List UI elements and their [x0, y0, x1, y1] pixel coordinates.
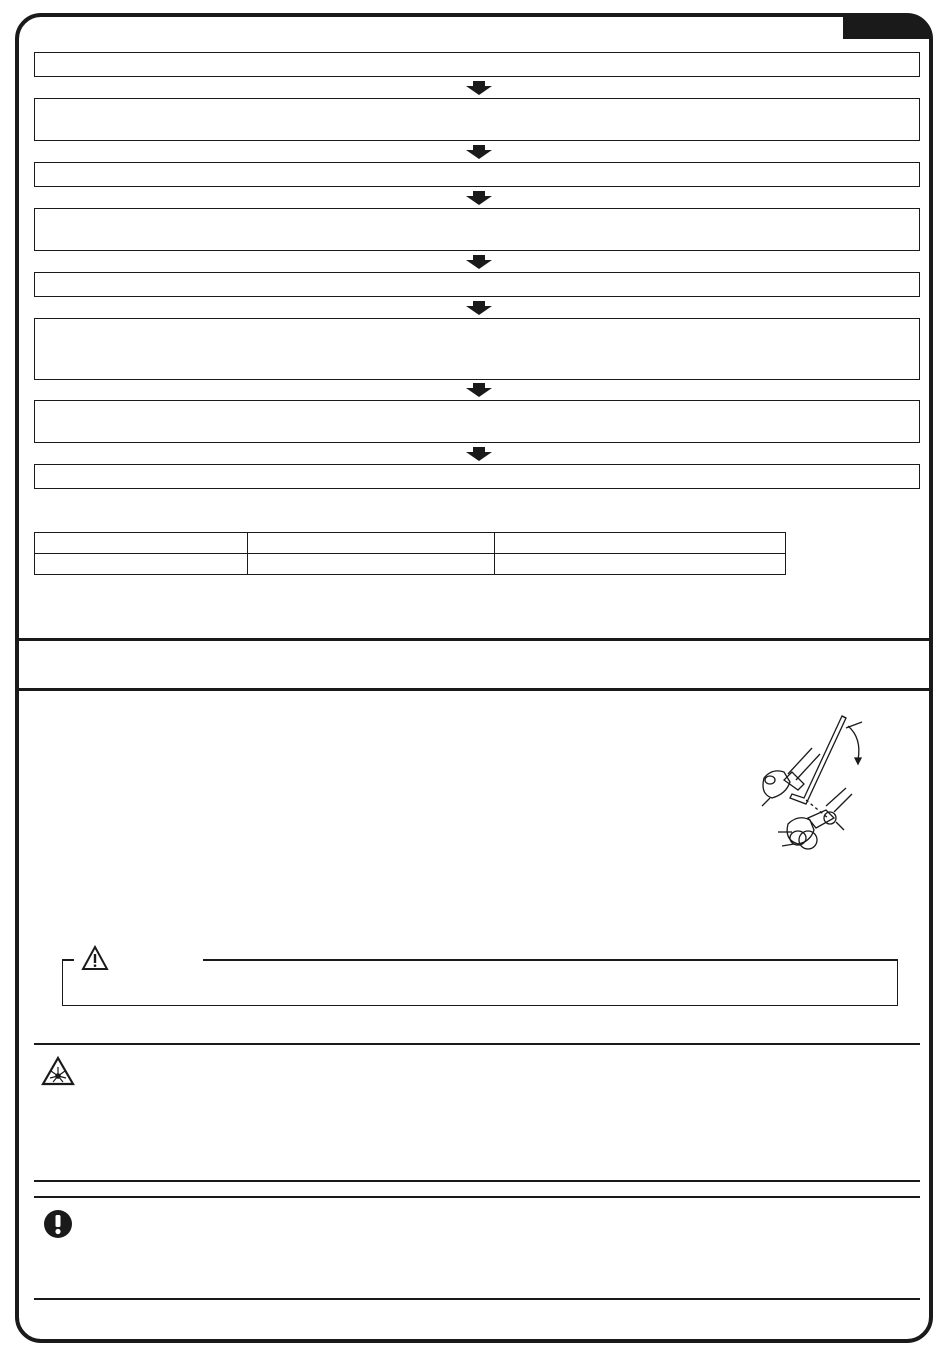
- down-arrow-icon: [466, 81, 492, 95]
- caution-border: [62, 959, 74, 961]
- table-row: [35, 554, 786, 575]
- explosion-hazard-icon: [41, 1056, 75, 1086]
- table-cell: [495, 533, 786, 554]
- down-arrow-icon: [466, 447, 492, 461]
- down-arrow-icon: [466, 383, 492, 397]
- table-cell: [248, 554, 495, 575]
- flow-step-4: [34, 208, 920, 251]
- flow-step-2: [34, 98, 920, 141]
- table-cell: [248, 533, 495, 554]
- flow-step-3: [34, 162, 920, 187]
- caution-border: [203, 959, 898, 961]
- divider: [34, 1043, 920, 1045]
- table-cell: [35, 533, 248, 554]
- divider: [34, 1298, 920, 1300]
- down-arrow-icon: [466, 301, 492, 315]
- table-cell: [35, 554, 248, 575]
- down-arrow-icon: [466, 191, 492, 205]
- table-row: [35, 533, 786, 554]
- valve-illustration: [748, 708, 868, 858]
- warning-triangle-icon: [81, 945, 109, 971]
- flow-step-6: [34, 318, 920, 380]
- spec-table: [34, 532, 786, 575]
- page-corner-tab: [843, 15, 931, 39]
- flow-step-1: [34, 52, 920, 77]
- flow-step-8: [34, 464, 920, 489]
- section-divider-top: [19, 638, 933, 641]
- down-arrow-icon: [466, 145, 492, 159]
- divider: [34, 1196, 920, 1198]
- flow-step-7: [34, 400, 920, 443]
- exclamation-circle-icon: [43, 1209, 73, 1239]
- section-divider-bottom: [19, 688, 933, 691]
- table-cell: [495, 554, 786, 575]
- caution-box: [62, 959, 898, 1006]
- divider: [34, 1180, 920, 1182]
- down-arrow-icon: [466, 255, 492, 269]
- flow-step-5: [34, 272, 920, 297]
